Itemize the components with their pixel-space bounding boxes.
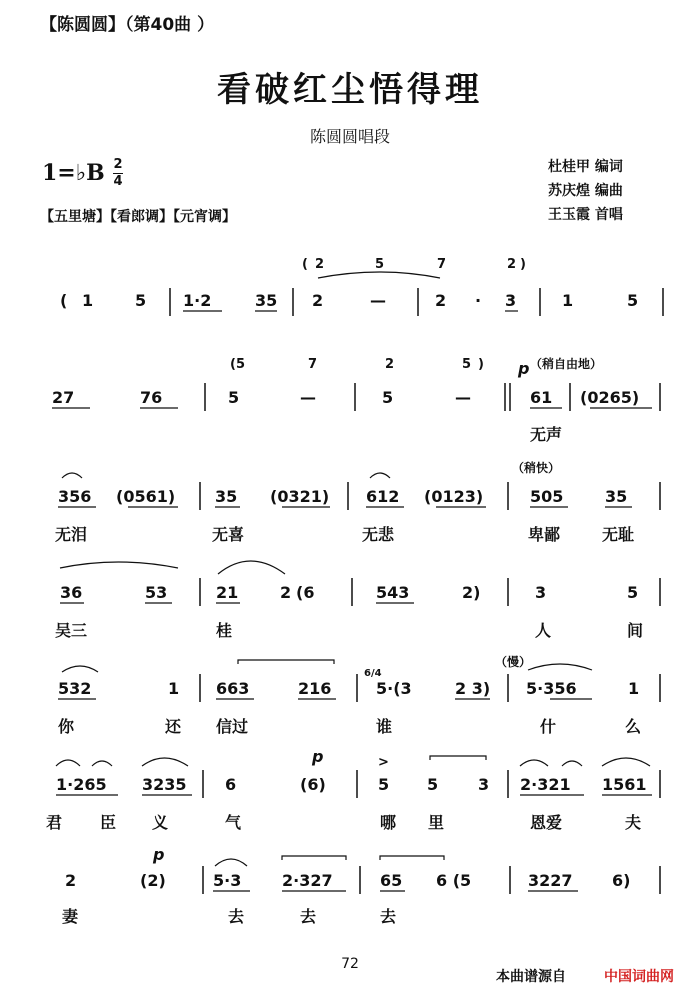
credit-singer: 王玉霞 首唱 bbox=[548, 207, 623, 223]
note: ( bbox=[60, 291, 68, 310]
row1-above: 5 bbox=[375, 257, 385, 272]
dynamic-p: p bbox=[312, 747, 324, 766]
lyric: 臣 bbox=[100, 813, 117, 832]
row2-above: 5 bbox=[462, 357, 472, 372]
row-4 bbox=[55, 561, 660, 640]
dynamic-p: p bbox=[153, 845, 165, 864]
note: 612 bbox=[366, 487, 400, 506]
song-title: 看破红尘悟得理 bbox=[217, 70, 483, 110]
note: 5 bbox=[627, 291, 639, 310]
dynamic-p: p bbox=[518, 359, 530, 378]
lyric: 什 bbox=[540, 717, 557, 736]
lyric: 里 bbox=[428, 813, 445, 832]
note: 1 bbox=[562, 291, 574, 310]
note: 6 (5 bbox=[436, 871, 472, 890]
note: 2 3) bbox=[455, 679, 491, 698]
slow-mark: （慢） bbox=[495, 655, 532, 669]
note: 35 bbox=[255, 291, 278, 310]
credit-lyricist: 杜桂甲 编词 bbox=[548, 159, 623, 175]
tie-bracket bbox=[380, 856, 444, 860]
free-tempo-mark: （稍自由地） bbox=[530, 357, 603, 371]
note: 543 bbox=[376, 583, 410, 602]
note: (6 bbox=[296, 583, 315, 602]
lyric: 信过 bbox=[216, 717, 249, 736]
slur bbox=[215, 859, 247, 866]
row-3 bbox=[55, 460, 660, 544]
slur bbox=[370, 473, 390, 478]
row1-above: 2 bbox=[507, 257, 517, 272]
row-1 bbox=[60, 257, 663, 316]
lyric: 间 bbox=[627, 621, 644, 640]
faster-mark: （稍快） bbox=[512, 461, 561, 475]
note: 5 bbox=[135, 291, 147, 310]
lyric: 无悲 bbox=[362, 525, 395, 544]
note: 5 bbox=[627, 583, 639, 602]
slur bbox=[56, 760, 80, 766]
lyric: 吴三 bbox=[55, 621, 88, 640]
slur bbox=[142, 758, 188, 766]
note: 2·327 bbox=[282, 871, 333, 890]
lyric: 去 bbox=[300, 907, 317, 926]
lyric: 卑鄙 bbox=[528, 525, 561, 544]
row1-above: ( bbox=[302, 257, 308, 272]
note: (0265) bbox=[580, 388, 640, 407]
slur bbox=[92, 761, 112, 766]
note: 36 bbox=[60, 583, 83, 602]
slur bbox=[520, 760, 548, 766]
lyric: 谁 bbox=[376, 717, 393, 736]
lyric: 你 bbox=[58, 717, 75, 736]
note: 216 bbox=[298, 679, 332, 698]
note: 5 bbox=[378, 775, 390, 794]
note: 5 bbox=[427, 775, 439, 794]
note: 65 bbox=[380, 871, 403, 890]
note: 27 bbox=[52, 388, 75, 407]
slur bbox=[602, 758, 650, 766]
row2-above: ) bbox=[478, 357, 484, 372]
accent-mark: > bbox=[378, 755, 389, 770]
note: 1 bbox=[628, 679, 640, 698]
tie-bracket bbox=[238, 660, 334, 664]
row-7 bbox=[62, 845, 660, 926]
note: 3235 bbox=[142, 775, 187, 794]
note: 3 bbox=[478, 775, 490, 794]
note: 1561 bbox=[602, 775, 647, 794]
song-subtitle: 陈圆圆唱段 bbox=[309, 127, 390, 146]
note: 5 bbox=[228, 388, 240, 407]
note: 21 bbox=[216, 583, 239, 602]
slur bbox=[62, 666, 98, 672]
piece-number: （第40曲 ） bbox=[125, 15, 215, 35]
note: (2) bbox=[140, 871, 166, 890]
row1-above: ) bbox=[520, 257, 526, 272]
note: 663 bbox=[216, 679, 250, 698]
meter-change: 6/4 bbox=[364, 668, 382, 679]
lyric: 还 bbox=[165, 717, 182, 736]
lyric: 义 bbox=[152, 813, 169, 832]
lyric: 无声 bbox=[530, 425, 563, 444]
lyric: 去 bbox=[228, 907, 245, 926]
note: 5·3 bbox=[213, 871, 242, 890]
note: — bbox=[370, 291, 386, 310]
slur bbox=[318, 272, 440, 278]
note: (0321) bbox=[270, 487, 330, 506]
note: 356 bbox=[58, 487, 92, 506]
note: (0123) bbox=[424, 487, 484, 506]
note: — bbox=[455, 388, 471, 407]
note: 1·2 bbox=[183, 291, 212, 310]
lyric: 么 bbox=[625, 717, 642, 736]
credit-composer: 苏庆煌 编曲 bbox=[548, 183, 623, 199]
note: 3 bbox=[505, 291, 517, 310]
opera-name: 【陈圆圆】 bbox=[40, 15, 125, 35]
lyric: 去 bbox=[380, 907, 397, 926]
lyric: 桂 bbox=[216, 621, 233, 640]
slur bbox=[528, 664, 592, 670]
note: 505 bbox=[530, 487, 564, 506]
note: 2 bbox=[312, 291, 324, 310]
row1-above: 2 bbox=[315, 257, 325, 272]
lyric: 无泪 bbox=[55, 525, 88, 544]
lyric: 气 bbox=[225, 813, 242, 832]
note: 2·321 bbox=[520, 775, 571, 794]
lyric: 妻 bbox=[62, 907, 79, 926]
row2-above: (5 bbox=[230, 357, 245, 372]
note: 5·(3 bbox=[376, 679, 412, 698]
lyric: 哪 bbox=[380, 813, 397, 832]
slur bbox=[60, 562, 178, 568]
note: 1 bbox=[82, 291, 94, 310]
source-site-link[interactable]: 中国词曲网 bbox=[604, 969, 674, 985]
lyric: 人 bbox=[535, 621, 552, 640]
note: 53 bbox=[145, 583, 168, 602]
meter-bottom: 4 bbox=[113, 174, 123, 189]
note: 1 bbox=[168, 679, 180, 698]
note: 35 bbox=[215, 487, 238, 506]
note: 3227 bbox=[528, 871, 573, 890]
source-label: 本曲谱源自 bbox=[496, 969, 566, 985]
note: 1·265 bbox=[56, 775, 107, 794]
note: — bbox=[300, 388, 316, 407]
meter-top: 2 bbox=[113, 157, 123, 172]
tie-bracket bbox=[430, 756, 486, 760]
tune-styles: 【五里塘】【看郎调】【元宵调】 bbox=[40, 209, 236, 225]
note: 76 bbox=[140, 388, 163, 407]
note: 2 bbox=[280, 583, 292, 602]
lyric: 夫 bbox=[625, 813, 642, 832]
note: (6) bbox=[300, 775, 326, 794]
row2-above: 2 bbox=[385, 357, 395, 372]
note: 6 bbox=[225, 775, 237, 794]
note: 2 bbox=[435, 291, 447, 310]
row-2 bbox=[52, 356, 660, 444]
key-signature: 1=♭B bbox=[42, 160, 105, 186]
tie-bracket bbox=[282, 856, 346, 860]
row1-above: 7 bbox=[437, 257, 447, 272]
note: 61 bbox=[530, 388, 553, 407]
page-number: 72 bbox=[341, 956, 359, 972]
note: 6) bbox=[612, 871, 631, 890]
lyric: 无喜 bbox=[212, 525, 245, 544]
note: 3 bbox=[535, 583, 547, 602]
lyric: 无耻 bbox=[602, 525, 635, 544]
slur bbox=[562, 761, 582, 766]
slur bbox=[218, 561, 285, 574]
row-6 bbox=[46, 747, 660, 832]
note: 2 bbox=[65, 871, 77, 890]
note: · bbox=[475, 291, 482, 310]
note: 532 bbox=[58, 679, 92, 698]
row-5 bbox=[58, 654, 660, 736]
lyric: 君 bbox=[46, 813, 63, 832]
note: 5 bbox=[382, 388, 394, 407]
slur bbox=[62, 473, 82, 478]
lyric: 恩爱 bbox=[530, 813, 563, 832]
note: 5·356 bbox=[526, 679, 577, 698]
note: 35 bbox=[605, 487, 628, 506]
note: (0561) bbox=[116, 487, 176, 506]
note: 2) bbox=[462, 583, 481, 602]
row2-above: 7 bbox=[308, 357, 318, 372]
